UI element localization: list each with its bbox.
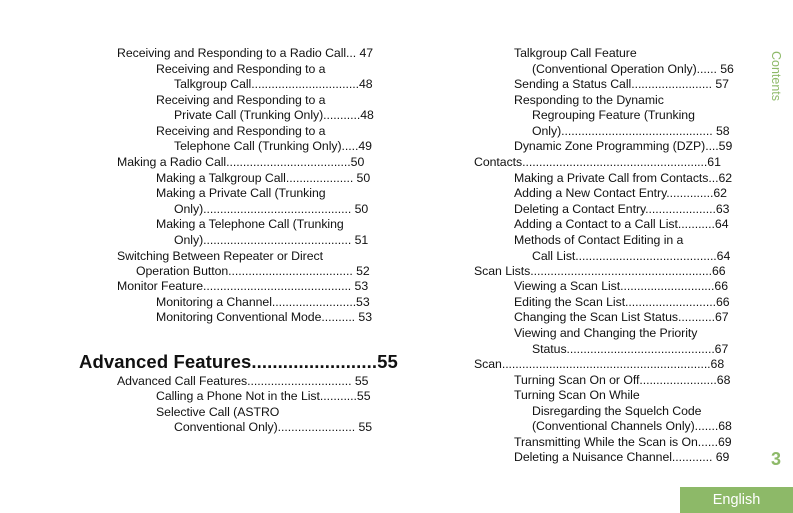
toc-entry[interactable]: Dynamic Zone Programming (DZP)....59: [514, 139, 733, 153]
toc-entry[interactable]: Contacts.......................................................61: [474, 155, 721, 169]
page-number: 3: [771, 449, 782, 469]
language-tab: English: [680, 487, 793, 513]
toc-entry[interactable]: Calling a Phone Not in the List...........55: [156, 389, 371, 403]
toc-entry[interactable]: Adding a Contact to a Call List...........64: [514, 217, 729, 231]
toc-entry[interactable]: Responding to the Dynamic: [514, 93, 664, 107]
toc-entry[interactable]: Making a Telephone Call (Trunking: [156, 217, 344, 231]
toc-entry[interactable]: Only)............................................ 51: [174, 233, 369, 247]
toc-entry[interactable]: Receiving and Responding to a: [156, 62, 326, 76]
toc-entry[interactable]: Status............................................67: [532, 342, 729, 356]
toc-entry[interactable]: Deleting a Contact Entry.....................63: [514, 202, 730, 216]
toc-entry[interactable]: Talkgroup Call Feature: [514, 46, 637, 60]
toc-entry[interactable]: Conventional Only)....................... 55: [174, 420, 373, 434]
toc-entry[interactable]: Call List..........................................64: [532, 249, 731, 263]
toc-entry[interactable]: Editing the Scan List...........................66: [514, 295, 730, 309]
contents-side-tab: [766, 46, 786, 106]
toc-entry[interactable]: Switching Between Repeater or Direct: [117, 249, 323, 263]
toc-entry[interactable]: Regrouping Feature (Trunking: [532, 108, 695, 122]
toc-entry[interactable]: Adding a New Contact Entry..............62: [514, 186, 727, 200]
toc-entry[interactable]: Only)............................................ 50: [174, 202, 369, 216]
toc-entry[interactable]: Turning Scan On While: [514, 388, 640, 402]
toc-entry[interactable]: Disregarding the Squelch Code: [532, 404, 702, 418]
toc-entry[interactable]: Receiving and Responding to a Radio Call... 47: [117, 46, 374, 60]
toc-entry[interactable]: Telephone Call (Trunking Only).....49: [174, 139, 372, 153]
toc-entry[interactable]: Making a Private Call from Contacts...62: [514, 171, 733, 185]
toc-entry[interactable]: Making a Talkgroup Call.................... 50: [156, 171, 371, 185]
contents-side-tab-label: Contents: [769, 50, 783, 102]
toc-entry[interactable]: Receiving and Responding to a: [156, 124, 326, 138]
toc-entry[interactable]: Talkgroup Call................................48: [174, 77, 373, 91]
toc-entry[interactable]: Monitoring Conventional Mode.......... 53: [156, 310, 372, 324]
toc-entry[interactable]: Operation Button..................................... 52: [136, 264, 370, 278]
toc-entry[interactable]: Scan Lists......................................................66: [474, 264, 726, 278]
toc-entry[interactable]: Changing the Scan List Status...........67: [514, 310, 729, 324]
toc-entry[interactable]: (Conventional Channels Only).......68: [532, 419, 732, 433]
toc-entry[interactable]: Making a Radio Call.....................................50: [117, 155, 365, 169]
toc-entry[interactable]: Turning Scan On or Off.......................68: [514, 373, 731, 387]
toc-entry[interactable]: Methods of Contact Editing in a: [514, 233, 684, 247]
toc-entry[interactable]: Receiving and Responding to a: [156, 93, 326, 107]
toc-entry[interactable]: Deleting a Nuisance Channel............ 69: [514, 450, 730, 464]
toc-entry[interactable]: Viewing a Scan List............................66: [514, 279, 728, 293]
toc-entry[interactable]: Only)............................................. 58: [532, 124, 730, 138]
toc-entry[interactable]: Monitor Feature............................................ 53: [117, 279, 369, 293]
toc-entry[interactable]: Transmitting While the Scan is On......69: [514, 435, 732, 449]
toc-entry[interactable]: Private Call (Trunking Only)...........48: [174, 108, 374, 122]
toc-entry[interactable]: Advanced Call Features............................... 55: [117, 374, 369, 388]
toc-entry[interactable]: Monitoring a Channel.........................53: [156, 295, 370, 309]
toc-entry[interactable]: Sending a Status Call........................ 57: [514, 77, 729, 91]
toc-entry[interactable]: Making a Private Call (Trunking: [156, 186, 326, 200]
toc-entry[interactable]: (Conventional Operation Only)...... 56: [532, 62, 734, 76]
toc-entry[interactable]: Selective Call (ASTRO: [156, 405, 280, 419]
toc-entry[interactable]: Scan..............................................................68: [474, 357, 725, 371]
toc-entry[interactable]: Viewing and Changing the Priority: [514, 326, 698, 340]
section-heading-advanced-features[interactable]: Advanced Features........................55: [79, 351, 398, 372]
